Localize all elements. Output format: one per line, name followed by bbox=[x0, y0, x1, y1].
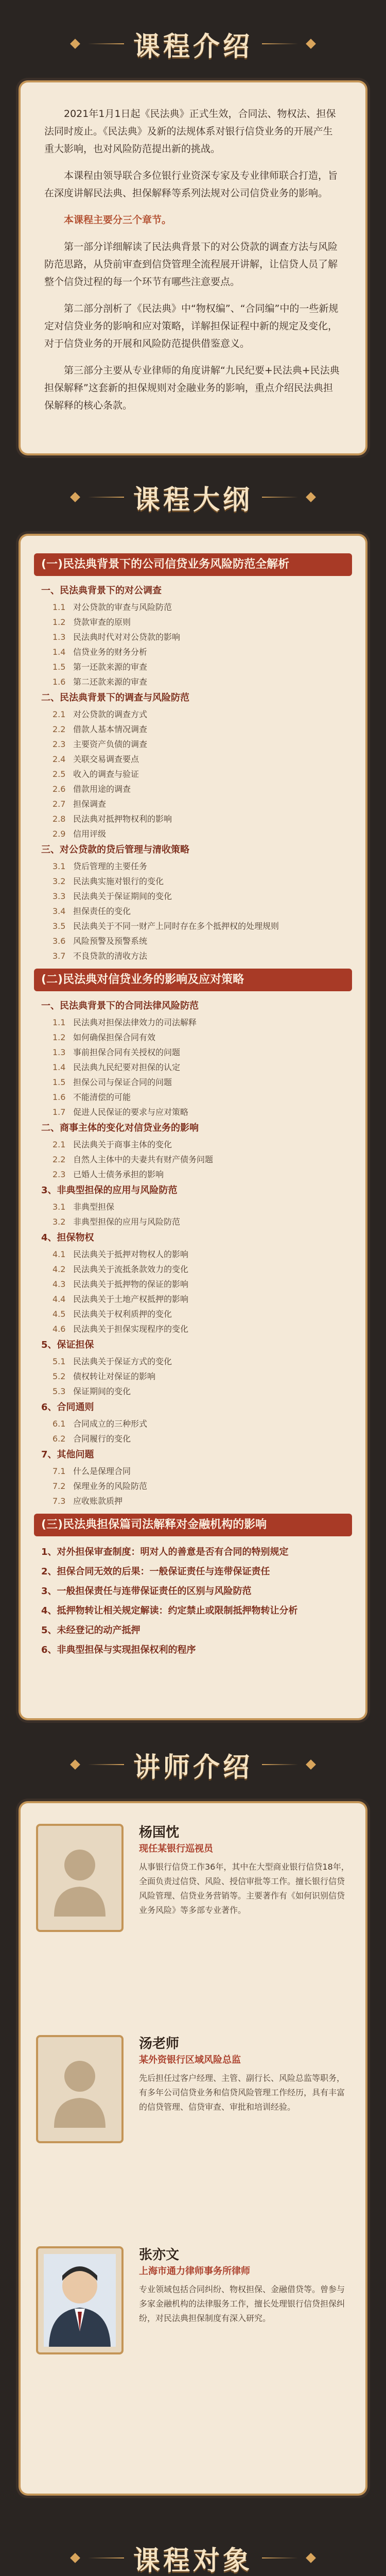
section-banner-lecturers bbox=[0, 1731, 386, 1798]
outline-item-text: 民法典实施对银行的变化 bbox=[73, 876, 164, 886]
intro-paragraph: 第三部分主要从专业律师的角度讲解“九民纪要+民法典+民法典担保解释”这套新的担保规则对金融业务的影响，重点介绍民法典担保解释的核心条款。 bbox=[44, 365, 340, 411]
outline-card bbox=[21, 536, 365, 1718]
outline-item-number: 2.2 bbox=[52, 724, 66, 734]
lecturer-bio: 先后担任过客户经理、主管、副行长、风险总监等职务，有多年公司信贷业务和信贷风险管理工作经历，具有丰富的信贷管理、信贷审查、审批和培训经验。 bbox=[139, 2073, 345, 2112]
outline-item bbox=[34, 1479, 352, 1494]
lecturer-name: 杨国忱 bbox=[139, 1825, 180, 1840]
outline-item-number: 2.8 bbox=[52, 814, 66, 824]
outline-item-text: 什么是保理合同 bbox=[73, 1466, 131, 1476]
outline-item-number: 3.4 bbox=[52, 906, 66, 916]
outline-item-number: 3.5 bbox=[52, 921, 66, 931]
outline-item-text: 收入的调查与验证 bbox=[73, 769, 139, 779]
section-banner-intro bbox=[0, 10, 386, 77]
outline-chapter: 6、合同通则 bbox=[41, 1402, 94, 1413]
outline-list bbox=[34, 600, 352, 689]
outline-item-number: 3.2 bbox=[52, 876, 66, 886]
outline-item bbox=[34, 796, 352, 811]
outline-item bbox=[34, 722, 352, 737]
outline-item bbox=[34, 1292, 352, 1307]
outline-item-number: 3.6 bbox=[52, 936, 66, 946]
diamond-ornament-icon bbox=[306, 1759, 316, 1770]
outline-item-text: 民法典对担保法律效力的司法解释 bbox=[73, 1018, 197, 1027]
outline-item bbox=[34, 904, 352, 919]
outline-item-number: 2.1 bbox=[52, 1140, 66, 1149]
outline-item bbox=[34, 674, 352, 689]
outline-item bbox=[34, 811, 352, 826]
outline-item-number: 1.3 bbox=[52, 1047, 66, 1057]
outline-part3-item: 1、对外担保审查制度：明对人的善意是否有合同的特别规定 bbox=[41, 1547, 289, 1557]
diamond-ornament-icon bbox=[306, 492, 316, 502]
outline-item bbox=[34, 919, 352, 934]
outline-item bbox=[34, 630, 352, 645]
outline-item-text: 保证期间的变化 bbox=[73, 1386, 131, 1396]
diamond-ornament-icon bbox=[70, 2553, 80, 2563]
outline-list bbox=[34, 859, 352, 963]
outline-item bbox=[34, 1030, 352, 1045]
outline-item-number: 4.4 bbox=[52, 1294, 66, 1304]
outline-item-number: 1.7 bbox=[52, 1107, 66, 1117]
banner-line bbox=[262, 1764, 298, 1765]
outline-item-text: 如何确保担保合同有效 bbox=[73, 1032, 156, 1042]
outline-item bbox=[34, 645, 352, 659]
outline-item-text: 民法典关于不同一财产上同时存在多个抵押权的处理规则 bbox=[73, 921, 279, 931]
outline-item-text: 信贷业务的财务分析 bbox=[73, 647, 148, 657]
outline-item-number: 1.4 bbox=[52, 647, 66, 657]
section-banner-audience bbox=[0, 2524, 386, 2576]
outline-item-number: 1.6 bbox=[52, 677, 66, 687]
lecturer-photo-avatar-icon bbox=[36, 2246, 124, 2354]
outline-item-text: 借款人基本情况调查 bbox=[73, 724, 148, 734]
outline-item-number: 2.5 bbox=[52, 769, 66, 779]
outline-item bbox=[34, 1354, 352, 1369]
outline-item-number: 5.1 bbox=[52, 1357, 66, 1366]
outline-item-number: 1.6 bbox=[52, 1092, 66, 1102]
outline-list bbox=[34, 1416, 352, 1446]
section-title: 讲师介绍 bbox=[133, 1752, 253, 1783]
outline-item bbox=[34, 659, 352, 674]
outline-chapter: 二、商事主体的变化对信贷业务的影响 bbox=[41, 1123, 199, 1133]
intro-paragraph: 第一部分详细解读了民法典背景下的对公贷款的调查方法与风险防范思路，从贷前审查到信贷管理全流程展开讲解，让信贷人员了解整个信贷过程的每一个环节有哪些注意要点。 bbox=[44, 241, 338, 287]
outline-item-number: 2.9 bbox=[52, 829, 66, 839]
outline-part3-item: 3、一般担保责任与连带保证责任的区别与风险防范 bbox=[41, 1586, 252, 1597]
outline-item-text: 非典型担保的应用与风险防范 bbox=[73, 1217, 181, 1227]
outline-item bbox=[34, 1045, 352, 1060]
outline-item-text: 关联交易调查要点 bbox=[73, 754, 139, 764]
outline-item bbox=[34, 1015, 352, 1030]
outline-item bbox=[34, 1137, 352, 1152]
lecturer-name: 汤老师 bbox=[139, 2036, 180, 2052]
outline-item-text: 应收账款质押 bbox=[73, 1496, 123, 1506]
outline-item-number: 2.7 bbox=[52, 799, 66, 809]
lecturer-role: 现任某银行巡视员 bbox=[139, 1843, 213, 1854]
outline-item bbox=[34, 1075, 352, 1090]
outline-list bbox=[34, 1199, 352, 1229]
section-title: 课程大纲 bbox=[133, 484, 253, 516]
outline-item bbox=[34, 934, 352, 948]
outline-item-number: 3.2 bbox=[52, 1217, 66, 1227]
outline-item-text: 民法典关于抵押对物权人的影响 bbox=[73, 1249, 189, 1259]
outline-item bbox=[34, 889, 352, 904]
outline-item-number: 1.5 bbox=[52, 662, 66, 672]
outline-item-text: 促进人民保证的要求与应对策略 bbox=[73, 1107, 189, 1117]
outline-item-number: 2.3 bbox=[52, 739, 66, 749]
outline-list bbox=[34, 1137, 352, 1182]
outline-item-text: 民法典关于保证期间的变化 bbox=[73, 891, 172, 901]
outline-item-text: 借款用途的调查 bbox=[73, 784, 131, 794]
outline-item bbox=[34, 1384, 352, 1399]
outline-item bbox=[34, 600, 352, 615]
outline-item-text: 自然人主体中的夫妻共有财产债务问题 bbox=[73, 1155, 214, 1164]
outline-item-text: 对公贷款的审查与风险防范 bbox=[73, 602, 172, 612]
outline-item-number: 1.5 bbox=[52, 1077, 66, 1087]
outline-item bbox=[34, 1060, 352, 1075]
outline-item-number: 4.3 bbox=[52, 1279, 66, 1289]
outline-item bbox=[34, 615, 352, 630]
lecturer-bio: 从事银行信贷工作36年，其中在大型商业银行信贷18年，全面负责过信贷、风险、授信审批等工作。擅长银行信贷风险管理、信贷业务营销等。主要著作有《如何识别信贷业务风险》等多部专业著作。 bbox=[139, 1862, 349, 1915]
outline-item-text: 已婚人士债务承担的影响 bbox=[73, 1170, 164, 1179]
outline-item bbox=[34, 1416, 352, 1431]
outline-item-number: 2.6 bbox=[52, 784, 66, 794]
outline-item-text: 第二还款来源的审查 bbox=[73, 677, 148, 687]
outline-item-text: 事前担保合同有关授权的问题 bbox=[73, 1047, 181, 1057]
diamond-ornament-icon bbox=[306, 39, 316, 49]
outline-item-text: 保理业务的风险防范 bbox=[73, 1481, 148, 1491]
lecturer-photo-placeholder-icon bbox=[36, 2035, 124, 2143]
outline-part3-item: 2、担保合同无效的后果：一般保证责任与连带保证责任 bbox=[41, 1566, 270, 1577]
outline-item-text: 民法典关于商事主体的变化 bbox=[73, 1140, 172, 1149]
section-title: 课程对象 bbox=[133, 2545, 253, 2576]
outline-item-text: 民法典关于土地产权抵押的影响 bbox=[73, 1294, 189, 1304]
outline-chapter: 5、保证担保 bbox=[41, 1340, 94, 1350]
outline-item-number: 7.1 bbox=[52, 1466, 66, 1476]
banner-line bbox=[88, 497, 124, 498]
outline-part3-list bbox=[34, 1543, 352, 1660]
lecturer-role: 上海市通力律师事务所律师 bbox=[139, 2266, 250, 2277]
outline-chapter: 一、民法典背景下的合同法律风险防范 bbox=[41, 1001, 199, 1011]
outline-item bbox=[34, 752, 352, 767]
outline-item-number: 4.6 bbox=[52, 1324, 66, 1334]
outline-item-text: 信用评级 bbox=[73, 829, 107, 839]
outline-item-text: 民法典时代对对公贷款的影响 bbox=[73, 632, 181, 642]
outline-item-number: 2.2 bbox=[52, 1155, 66, 1164]
outline-item-text: 对公贷款的调查方式 bbox=[73, 709, 148, 719]
outline-item bbox=[34, 782, 352, 796]
outline-chapter: 二、民法典背景下的调查与风险防范 bbox=[41, 692, 189, 703]
lecturer-role: 某外资银行区域风险总监 bbox=[139, 2055, 241, 2065]
outline-chapter: 4、担保物权 bbox=[41, 1232, 94, 1243]
outline-item-text: 担保公司与保证合同的问题 bbox=[73, 1077, 172, 1087]
outline-item bbox=[34, 737, 352, 752]
outline-item-text: 民法典关于保证方式的变化 bbox=[73, 1357, 172, 1366]
outline-item-number: 7.3 bbox=[52, 1496, 66, 1506]
outline-item-text: 非典型担保 bbox=[73, 1202, 115, 1212]
lecturer-bio: 专业领域包括合同纠纷、物权担保、金融借贷等。曾参与多家金融机构的法律服务工作，擅长处理银行信贷担保纠纷，对民法典担保制度有深入研究。 bbox=[139, 2284, 345, 2323]
outline-item-number: 4.5 bbox=[52, 1309, 66, 1319]
outline-item-number: 1.1 bbox=[52, 602, 66, 612]
outline-item bbox=[34, 1494, 352, 1509]
outline-item-text: 民法典对抵押物权利的影响 bbox=[73, 814, 172, 824]
outline-item bbox=[34, 874, 352, 889]
section-banner-outline bbox=[0, 464, 386, 531]
outline-list bbox=[34, 707, 352, 841]
intro-paragraph: 本课程由领导联合多位银行业资深专家及专业律师联合打造，旨在深度讲解民法典、担保解释等系列法规对公司信贷业务的影响。 bbox=[44, 170, 338, 199]
outline-item bbox=[34, 1431, 352, 1446]
lecturers-card bbox=[21, 1803, 365, 2494]
outline-part3-item: 6、非典型担保与实现担保权利的程序 bbox=[41, 1645, 196, 1655]
outline-item-number: 3.1 bbox=[52, 1202, 66, 1212]
outline-item-number: 3.3 bbox=[52, 891, 66, 901]
section-title: 课程介绍 bbox=[133, 31, 253, 62]
banner-line bbox=[262, 497, 298, 498]
outline-item-number: 4.2 bbox=[52, 1264, 66, 1274]
banner-line bbox=[262, 43, 298, 44]
outline-item bbox=[34, 1369, 352, 1384]
diamond-ornament-icon bbox=[70, 1759, 80, 1770]
outline-item bbox=[34, 1199, 352, 1214]
outline-part-heading: (一)民法典背景下的公司信贷业务风险防范全解析 bbox=[34, 553, 352, 576]
outline-chapter: 三、对公贷款的贷后管理与清收策略 bbox=[41, 844, 189, 855]
outline-item bbox=[34, 1277, 352, 1292]
outline-list bbox=[34, 1464, 352, 1509]
banner-line bbox=[88, 2557, 124, 2558]
outline-item bbox=[34, 1321, 352, 1336]
outline-item bbox=[34, 1105, 352, 1120]
outline-list bbox=[34, 1354, 352, 1399]
outline-item-number: 2.1 bbox=[52, 709, 66, 719]
outline-item bbox=[34, 859, 352, 874]
outline-item-number: 1.1 bbox=[52, 1018, 66, 1027]
diamond-ornament-icon bbox=[70, 492, 80, 502]
banner-line bbox=[262, 2557, 298, 2558]
outline-item-number: 7.2 bbox=[52, 1481, 66, 1491]
lecturer-name: 张亦文 bbox=[139, 2247, 180, 2263]
diamond-ornament-icon bbox=[306, 2553, 316, 2563]
lecturer-photo-placeholder-icon bbox=[36, 1824, 124, 1932]
outline-list bbox=[34, 1247, 352, 1336]
outline-part3-item: 5、未经登记的动产抵押 bbox=[41, 1625, 141, 1636]
outline-item-text: 民法典九民纪要对担保的认定 bbox=[73, 1062, 181, 1072]
outline-item bbox=[34, 1247, 352, 1262]
outline-chapter: 一、民法典背景下的对公调查 bbox=[41, 585, 162, 596]
banner-line bbox=[88, 43, 124, 44]
outline-item-number: 6.1 bbox=[52, 1419, 66, 1429]
intro-paragraph-highlight: 本课程主要分三个章节。 bbox=[64, 214, 172, 226]
outline-item-number: 5.3 bbox=[52, 1386, 66, 1396]
outline-item-number: 2.3 bbox=[52, 1170, 66, 1179]
outline-item-text: 民法典关于流抵条款效力的变化 bbox=[73, 1264, 189, 1274]
outline-item-number: 1.2 bbox=[52, 617, 66, 627]
outline-item-text: 贷款审查的原则 bbox=[73, 617, 131, 627]
outline-item-number: 3.7 bbox=[52, 951, 66, 961]
outline-item-number: 1.4 bbox=[52, 1062, 66, 1072]
banner-line bbox=[88, 1764, 124, 1765]
outline-item bbox=[34, 767, 352, 782]
outline-item-text: 不良贷款的清收方法 bbox=[73, 951, 148, 961]
outline-item-text: 债权转让对保证的影响 bbox=[73, 1371, 156, 1381]
outline-item-text: 第一还款来源的审查 bbox=[73, 662, 148, 672]
outline-item-text: 民法典关于抵押物的保证的影响 bbox=[73, 1279, 189, 1289]
intro-card bbox=[21, 82, 365, 453]
outline-item-number: 4.1 bbox=[52, 1249, 66, 1259]
outline-item-number: 5.2 bbox=[52, 1371, 66, 1381]
outline-item-text: 合同履行的变化 bbox=[73, 1434, 131, 1444]
outline-item-text: 风险预警及预警系统 bbox=[73, 936, 148, 946]
outline-item-text: 民法典关于担保实现程序的变化 bbox=[73, 1324, 189, 1334]
intro-paragraph: 第二部分剖析了《民法典》中“物权编”、“合同编”中的一些新规定对信贷业务的影响和应对策略，详解担保证程中新的规定及变化，对于信贷业务的开展和风险防范提供借鉴意义。 bbox=[44, 303, 339, 349]
diamond-ornament-icon bbox=[70, 39, 80, 49]
outline-item bbox=[34, 1262, 352, 1277]
outline-part-heading: (三)民法典担保篇司法解释对金融机构的影响 bbox=[34, 1514, 352, 1536]
outline-item bbox=[34, 707, 352, 722]
outline-item-text: 主要资产负债的调查 bbox=[73, 739, 148, 749]
outline-item-number: 1.2 bbox=[52, 1032, 66, 1042]
outline-part3-item: 4、抵押物转让相关规定解读：约定禁止或限制抵押物转让分析 bbox=[41, 1605, 298, 1616]
outline-item-text: 合同成立的三种形式 bbox=[73, 1419, 148, 1429]
outline-item bbox=[34, 1090, 352, 1105]
outline-item-text: 贷后管理的主要任务 bbox=[73, 861, 148, 871]
outline-item-number: 6.2 bbox=[52, 1434, 66, 1444]
outline-item bbox=[34, 1152, 352, 1167]
outline-chapter: 7、其他问题 bbox=[41, 1449, 94, 1460]
outline-chapter: 3、非典型担保的应用与风险防范 bbox=[41, 1185, 178, 1196]
outline-item bbox=[34, 948, 352, 963]
outline-list bbox=[34, 1015, 352, 1120]
outline-item-number: 2.4 bbox=[52, 754, 66, 764]
outline-part-heading: (二)民法典对信贷业务的影响及应对策略 bbox=[34, 969, 352, 991]
outline-item bbox=[34, 1214, 352, 1229]
intro-paragraph: 2021年1月1日起《民法典》正式生效，合同法、物权法、担保法同时废止。《民法典》及新的法规体系对银行信贷业务的开展产生重大影响，也对风险防范提出新的挑战。 bbox=[44, 108, 336, 155]
outline-item-number: 1.3 bbox=[52, 632, 66, 642]
outline-item bbox=[34, 1167, 352, 1182]
outline-item bbox=[34, 1464, 352, 1479]
outline-item bbox=[34, 826, 352, 841]
outline-item-text: 担保责任的变化 bbox=[73, 906, 131, 916]
outline-item bbox=[34, 1307, 352, 1321]
outline-item-text: 民法典关于权利质押的变化 bbox=[73, 1309, 172, 1319]
outline-item-number: 3.1 bbox=[52, 861, 66, 871]
outline-item-text: 担保调查 bbox=[73, 799, 107, 809]
outline-item-text: 不能清偿的可能 bbox=[73, 1092, 131, 1102]
